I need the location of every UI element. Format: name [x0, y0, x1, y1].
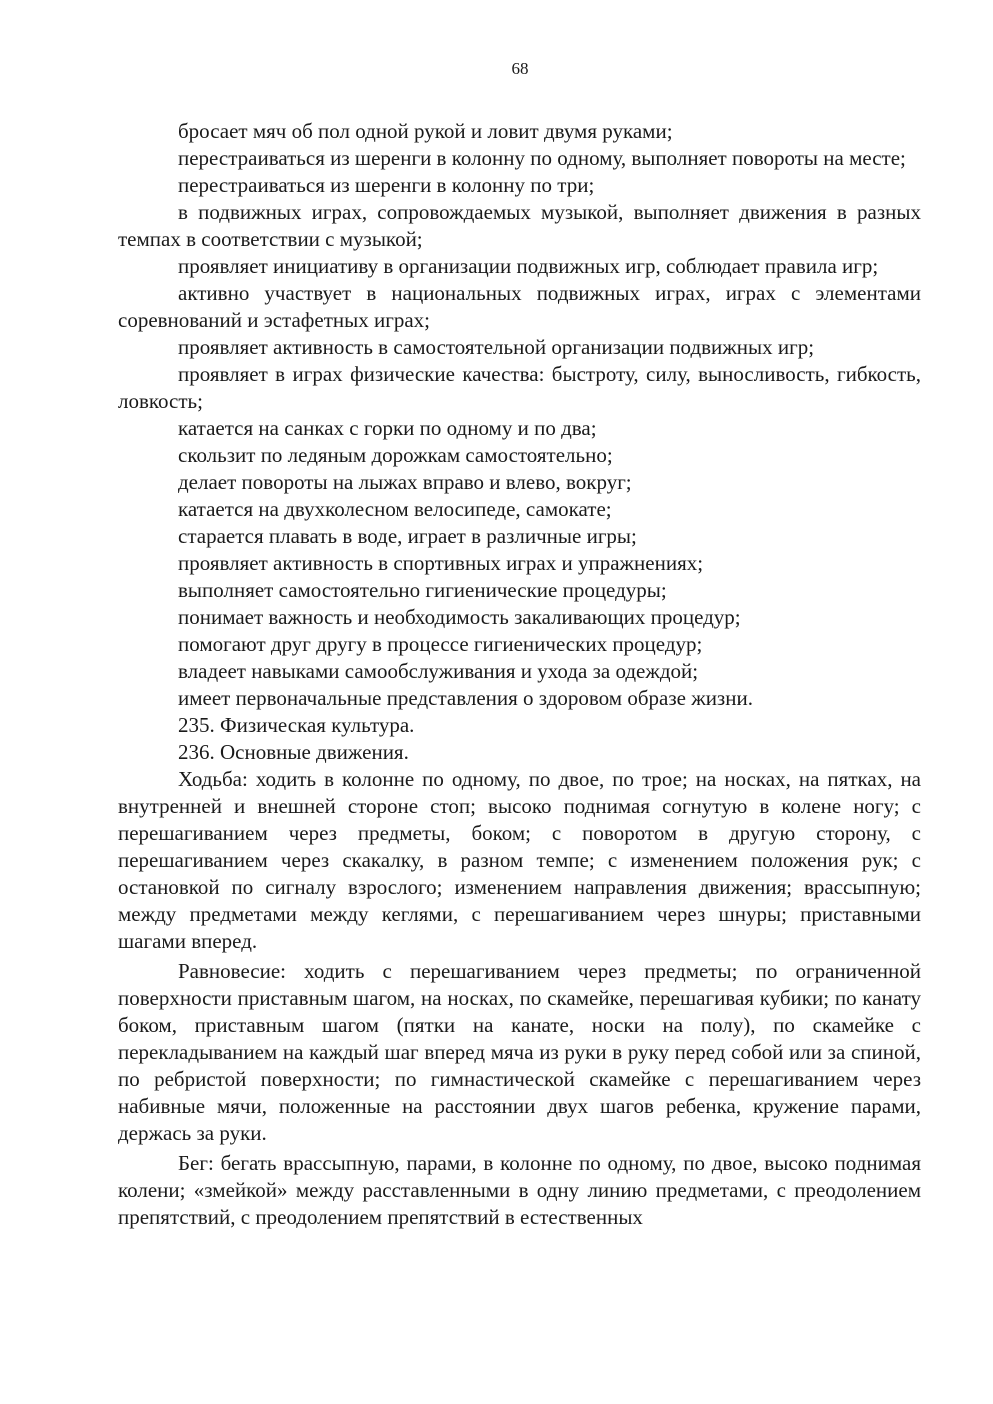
paragraph: катается на двухколесном велосипеде, самокате; [178, 497, 612, 521]
paragraph: понимает важность и необходимость закаливающих процедур; [178, 605, 741, 629]
paragraph: проявляет инициативу в организации подвижных игр, соблюдает правила игр; [178, 254, 879, 278]
paragraph: Равновесие: ходить с перешагиванием через предметы; по ограниченной поверхности приставным шагом, на носках, по скамейке, перешагивая кубики; по канату боком, приставным шагом (пятки на канате, носки на полу), по скамейке с перекладыванием на каждый шаг вперед мяча из руки в руку перед собой или за спиной, по ребристой поверхности; по гимнастической скамейке с перешагиванием через набивные мячи, положенные на расстоянии двух шагов ребенка, кружение парами, держась за руки. [118, 959, 921, 1145]
paragraph: выполняет самостоятельно гигиенические процедуры; [178, 578, 667, 602]
paragraph: Бег: бегать врассыпную, парами, в колонне по одному, по двое, высоко поднимая колени; «змейкой» между расставленными в одну линию предметами, с преодолением препятствий, с преодолением препятствий в естественных [118, 1151, 921, 1229]
paragraph: владеет навыками самообслуживания и ухода за одеждой; [178, 659, 699, 683]
paragraph: катается на санках с горки по одному и по два; [178, 416, 597, 440]
section-heading: 236. Основные движения. [178, 740, 409, 764]
paragraph: делает повороты на лыжах вправо и влево, вокруг; [178, 470, 632, 494]
paragraph: бросает мяч об пол одной рукой и ловит двумя руками; [178, 119, 673, 143]
paragraph: проявляет активность в самостоятельной организации подвижных игр; [178, 335, 815, 359]
paragraph: проявляет в играх физические качества: быстроту, силу, выносливость, гибкость, ловкость; [118, 362, 921, 413]
paragraph: в подвижных играх, сопровождаемых музыкой, выполняет движения в разных темпах в соответствии с музыкой; [118, 200, 921, 251]
paragraph: перестраиваться из шеренги в колонну по три; [178, 173, 595, 197]
paragraph: имеет первоначальные представления о здоровом образе жизни. [178, 686, 753, 710]
paragraph: скользит по ледяным дорожкам самостоятельно; [178, 443, 613, 467]
paragraph: старается плавать в воде, играет в различные игры; [178, 524, 637, 548]
document-body [118, 118, 921, 1231]
section-heading: 235. Физическая культура. [178, 713, 415, 737]
page-number: 68 [511, 59, 529, 78]
paragraph: помогают друг другу в процессе гигиенических процедур; [178, 632, 703, 656]
paragraph: проявляет активность в спортивных играх и упражнениях; [178, 551, 704, 575]
paragraph: Ходьба: ходить в колонне по одному, по двое, по трое; на носках, на пятках, на внутренней и внешней стороне стоп; высоко поднимая согнутую в колене ногу; с перешагиванием через предметы, боком; с поворотом в другую сторону, с перешагиванием через скакалку, в разном темпе; с изменением положения рук; с остановкой по сигналу взрослого; изменением направления движения; врассыпную; между предметами между кеглями, с перешагиванием через шнуры; приставными шагами вперед. [118, 767, 921, 953]
paragraph: перестраиваться из шеренги в колонну по одному, выполняет повороты на месте; [178, 146, 906, 170]
paragraph: активно участвует в национальных подвижных играх, играх с элементами соревнований и эстафетных играх; [118, 281, 921, 332]
